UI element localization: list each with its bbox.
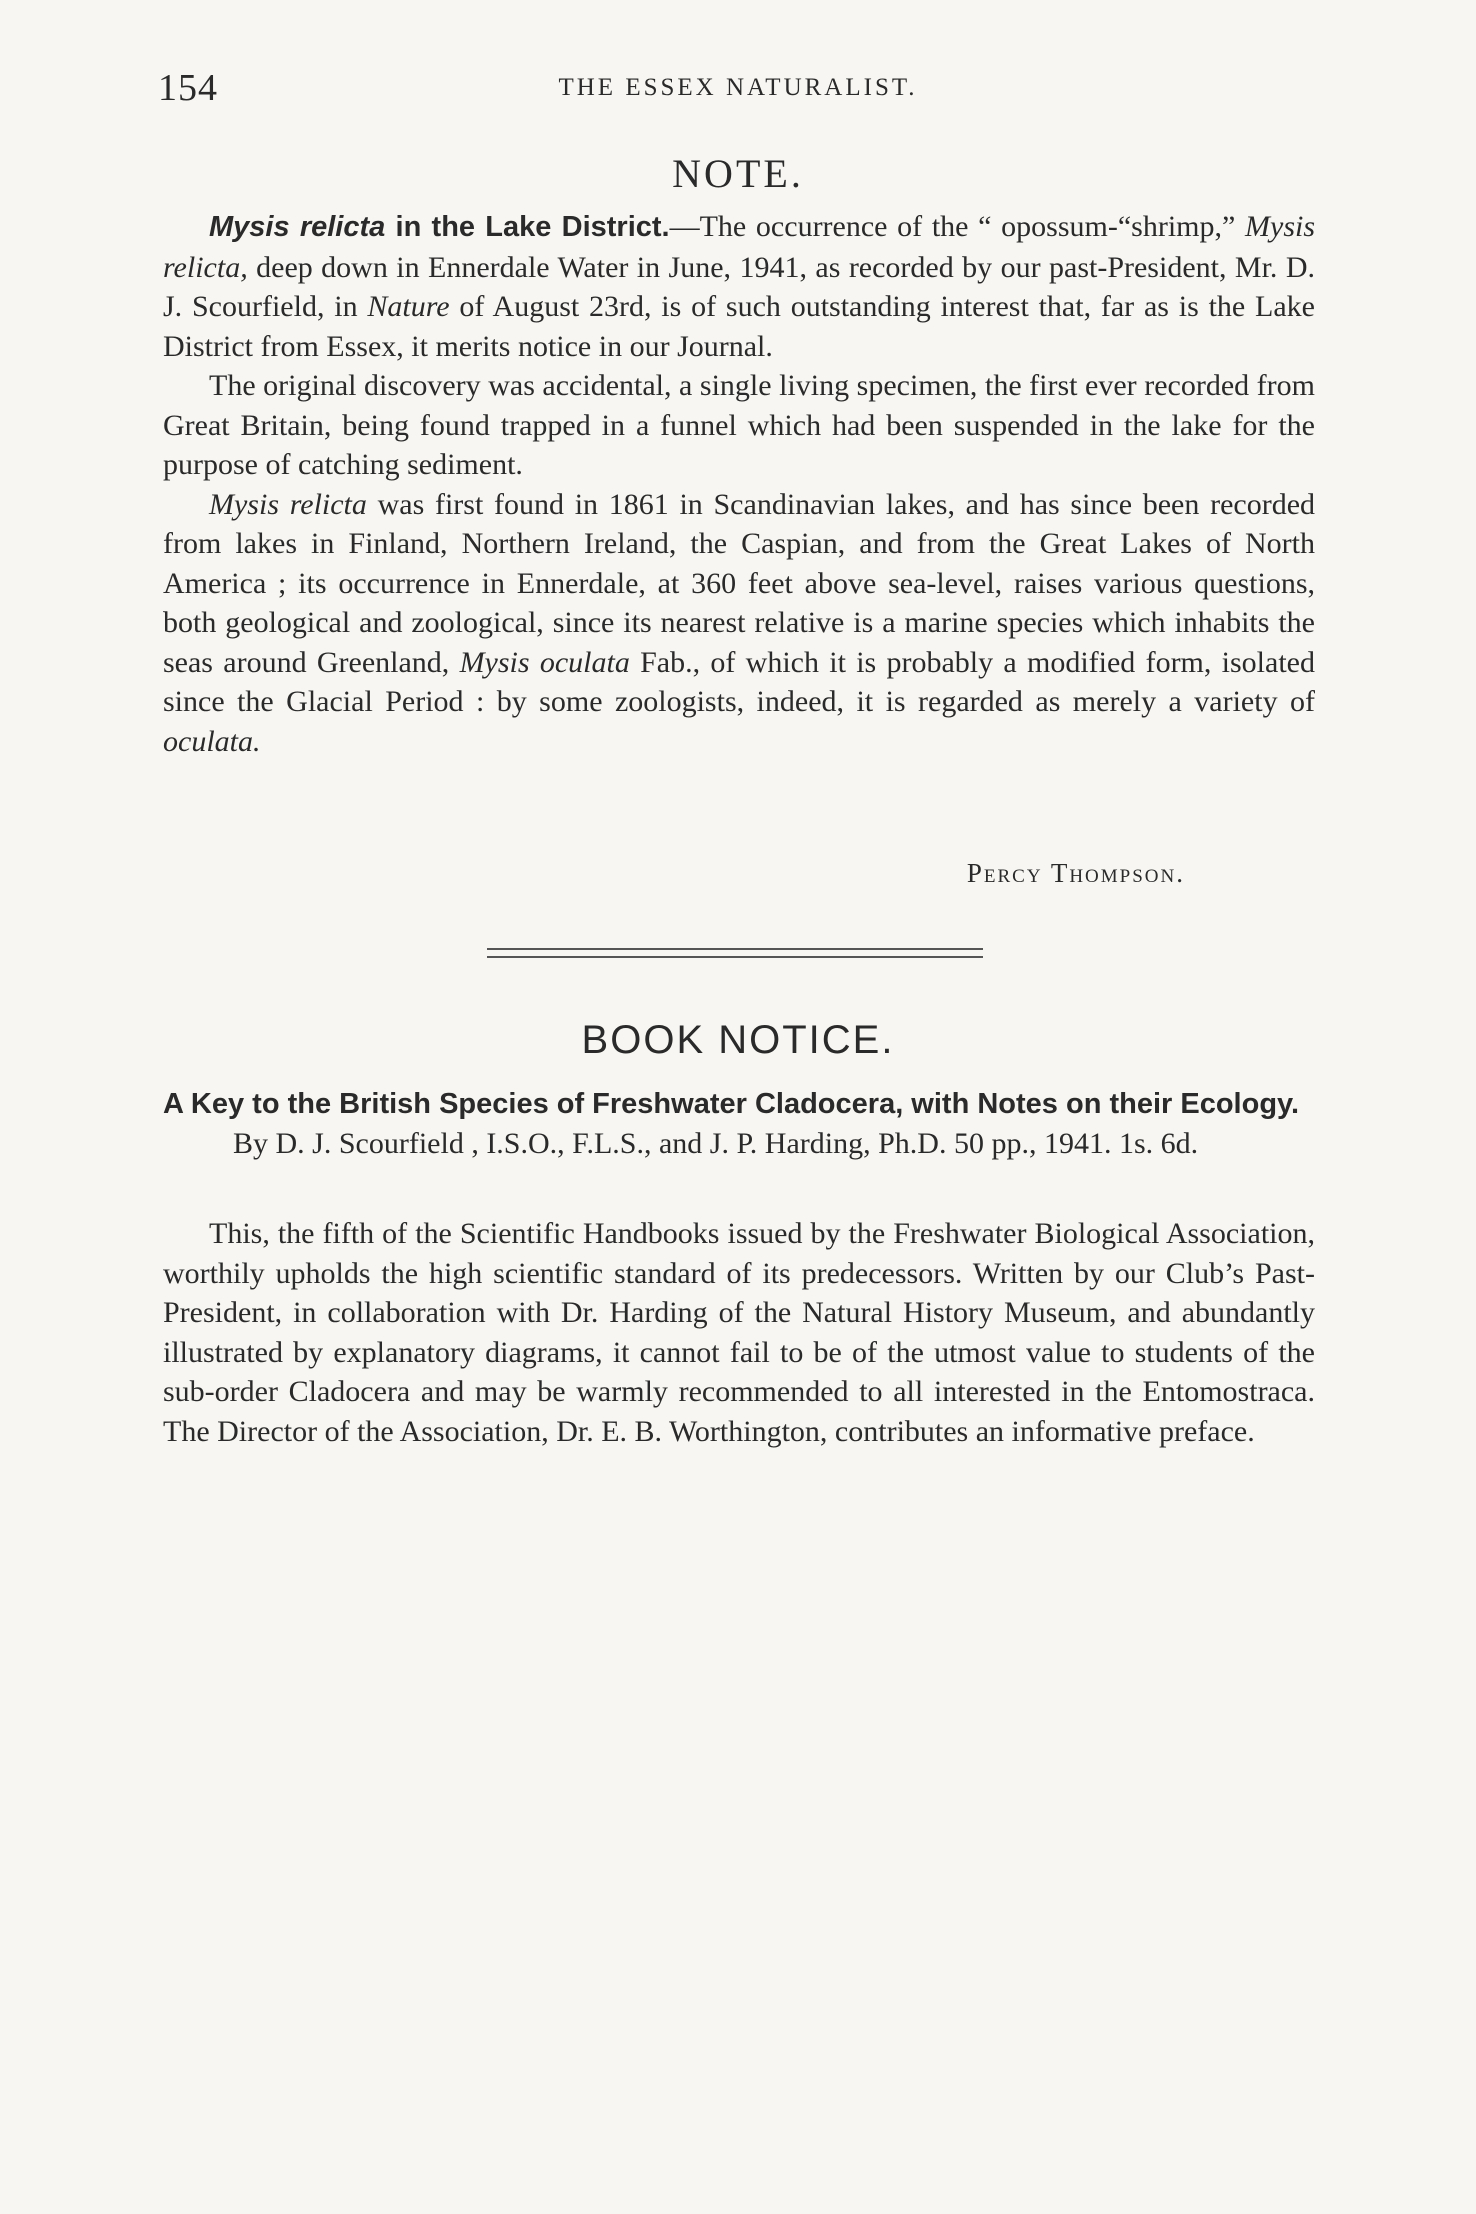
note-title-species: Mysis relicta	[209, 211, 386, 243]
note-paragraph-1	[163, 207, 1315, 366]
book-title: A Key to the British Species of Freshwater Cladocera, with Notes on their Ecology.	[163, 1088, 1300, 1120]
book-notice-heading: BOOK NOTICE.	[581, 1018, 895, 1062]
note-p3-relative-species: Mysis oculata	[459, 645, 630, 679]
note-p1-text-c: deep down in Ennerdale Water in June, 1941, as recorded by our past-President, Mr. D. J. Scourfield, in	[163, 250, 1315, 323]
section-divider-top	[487, 948, 983, 950]
note-paragraph-3	[163, 485, 1315, 762]
note-p3-text-b: was first found in 1861 in Scandinavian lakes, and has since been recorded from lakes in Finland, Northern Ireland, the Caspian, and from the Great Lakes of North America ; its occurrence in Ennerdale, at 360 feet above sea-level, raises various questions, both geological and zoological, since its nearest relative is a marine species which inhabits the seas around Greenland,	[163, 487, 1316, 679]
note-p1-species: Mysis relicta,	[163, 210, 1316, 284]
note-p3-variety: oculata.	[163, 724, 261, 758]
note-p1-text-e: of August 23rd, is of such outstanding interest that, far as is the Lake District from Essex, it merits notice in our Journal.	[163, 290, 1315, 363]
book-authors-details: By D. J. Scourfield , I.S.O., F.L.S., and J. P. Harding, Ph.D. 50 pp., 1941. 1s. 6d.	[233, 1127, 1199, 1160]
book-review-body	[163, 1214, 1315, 1451]
section-divider-bottom	[487, 956, 983, 958]
note-paragraph-2: The original discovery was accidental, a single living specimen, the first ever recorded from Great Britain, being found trapped in a funnel which had been suspended in the lake for the purpose of catching sediment.	[163, 369, 1315, 481]
note-body	[163, 207, 1315, 761]
running-title: THE ESSEX NATURALIST.	[558, 74, 918, 101]
note-heading: NOTE.	[672, 151, 804, 196]
note-title	[209, 211, 670, 243]
book-review-paragraph: This, the fifth of the Scientific Handbooks issued by the Freshwater Biological Association, worthily upholds the high scientific standard of its predecessors. Written by our Club’s Past-President, in collaboration with Dr. Harding of the Natural History Museum, and abundantly illustrated by explanatory diagrams, it cannot fail to be of the utmost value to students of the sub-order Cladocera and may be warmly recommended to all interested in the Entomostraca. The Director of the Association, Dr. E. B. Worthington, contributes an informative preface.	[163, 1217, 1315, 1448]
book-citation	[163, 1084, 1315, 1163]
page-number: 154	[158, 67, 218, 109]
note-p3-text-d: Fab., of which it is probably a modified form, isolated since the Glacial Period : by some zoologists, indeed, it is regarded as merely a variety of	[163, 645, 1315, 718]
note-p1-text-a: —The occurrence of the “ opossum-“shrimp,”	[669, 210, 1246, 243]
note-signature: Percy Thompson.	[966, 858, 1185, 888]
note-p1-journal: Nature	[367, 290, 450, 323]
note-p3-species: Mysis relicta	[209, 487, 367, 521]
note-title-place: in the Lake District.	[385, 211, 670, 243]
